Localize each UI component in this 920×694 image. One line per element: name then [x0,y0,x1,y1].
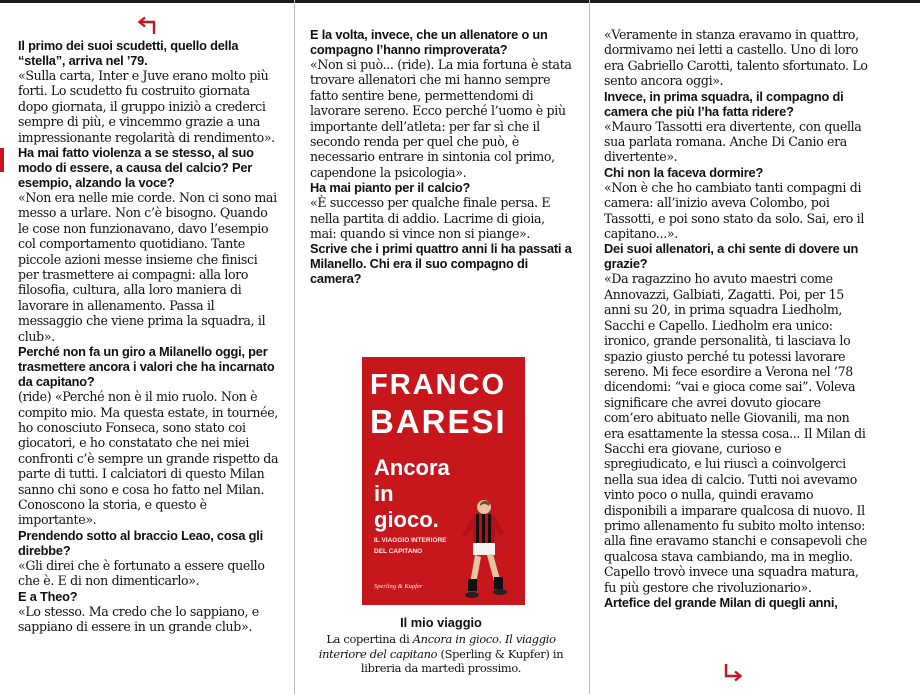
article-column-3 [604,27,870,610]
question: Dei suoi allenatori, a chi sente di dovere un grazie? [604,241,859,272]
answer: (ride) «Perché non è il mio ruolo. Non è compito mio. Ma questa estate, in tournée, ho conosciuto Fonseca, sono stato coi giocatori, e ho constatato che nei miei confronti c’è sempre un grande rispetto da parte di tutti. I calciatori di questo Milan sanno chi sono e cosa ho fatto nel Milan. Conoscono la storia, e questo è importante». [18,389,279,528]
caption-heading: Il mio viaggio [400,615,482,630]
answer: «Veramente in stanza eravamo in quattro, dormivamo nei letti a castello. Uno di loro era Gabriello Carotti, talento sfortunato. Lo sento ancora oggi». [604,27,868,89]
question: E la volta, invece, che un allenatore o un compagno l’hanno rimproverata? [310,27,548,57]
cover-author-last: BARESI [370,403,507,440]
question: Il primo dei suoi scudetti, quello della “stella”, arriva nel ’79. [18,38,239,68]
continue-arrow-up-icon [136,16,158,36]
answer: «È successo per qualche finale persa. E nella partita di addio. Lacrime di gioia, mai: quando si vince non si piange». [310,195,551,242]
column-divider-1 [294,0,295,694]
article-column-2 [310,27,572,286]
answer: «Non era nelle mie corde. Non ci sono mai messo a urlare. Non c’è bisogno. Quando le cose non funzionavano, davo l’esempio col comportamento quotidiano. Tante piccole azioni messe insieme che finisci per trasmettere ai compagni: alla loro filosofia, cultura, alla loro maniera di lavorare in allenamento. Passa il messaggio che viene prima la squadra, il club». [18,190,277,344]
book-cover [362,357,525,605]
answer: «Gli direi che è fortunato a essere quello che è. E di non dimenticarlo». [18,557,265,589]
caption-book-title: Ancora in gioco. Il viaggio interiore del capitano [318,632,556,661]
caption-text [312,632,570,676]
question: Chi non la faceva dormire? [604,164,764,180]
column-divider-2 [589,0,590,694]
question: Artefice del grande Milan di quegli anni, [604,595,838,610]
question: Ha mai fatto violenza a se stesso, al suo modo di essere, a causa del calcio? Per esempio, alzando la voce? [18,145,254,191]
cover-publisher: Sperling & Kupfer [374,583,423,590]
footballer-figure-icon [450,497,514,603]
question: Ha mai pianto per il calcio? [310,180,471,196]
question: Invece, in prima squadra, il compagno di camera che più l’ha fatta ridere? [604,88,844,119]
cover-subtitle: IL VIAGGIO INTERIORE DEL CAPITANO [374,537,447,555]
article-column-1 [18,38,280,634]
question: Perché non fa un giro a Milanello oggi, per trasmettere ancora i valori che ha incarnato da capitano? [18,344,275,390]
cover-author-first: FRANCO [370,369,507,401]
top-rule [0,0,920,3]
continue-arrow-down-icon [722,662,746,682]
answer: «Lo stesso. Ma credo che lo sappiano, e sappiano di essere in un grande club». [18,603,259,634]
caption-text-lead: La copertina di [326,632,413,646]
question: Prendendo sotto al braccio Leao, cosa gli direbbe? [18,527,263,558]
question: Scrive che i primi quattro anni li ha passati a Milanello. Chi era il suo compagno di camera? [310,241,572,287]
answer: «Sulla carta, Inter e Juve erano molto più forti. Lo scudetto fu costruito giornata dopo giornata, il gruppo iniziò a crederci sempre di più, e vincemmo grazie a una impressionante regolarità di rendimento». [18,68,275,145]
caption-text-tail: (Sperling & Kupfer) in libreria da martedì prossimo. [360,646,564,676]
answer: «Non si può... (ride). La mia fortuna è stata trovare allenatori che mi hanno sempre fatto sentire bene, permettendomi di lavorare sereno. Ecco perché l’uomo è più importante dell’atleta: per far sì che il secondo renda per quel che può, è necessario entrare in sintonia col primo, capendone la psicologia». [310,57,572,180]
question: E a Theo? [18,588,78,604]
page-edge-marker [0,148,4,172]
answer: «Da ragazzino ho avuto maestri come Annovazzi, Galbiati, Zagatti. Poi, per 15 anni su 20, in prima squadra Liedholm, Sacchi e Capello. Liedholm era unico: ironico, grande personalità, ti lasciava lo spazio giusto perché tu potessi lavorare sereno. Mi fece esordire a Verona nel ’78 dicendomi: “vai e gioca come sai”. Voleva significare che avrei dovuto giocare com’ero abituato nelle Giovanili, ma non era esattamente la stessa cosa... Il Milan di Sacchi era giovane, curioso e spregiudicato, e lui riuscì a coinvolgerci nella sua idea di calcio. Tutti noi avevamo vinto poco o nulla, quindi eravamo disponibili a imparare qualcosa di nuovo. Il primo allenamento fu subito molto intenso: alla fine eravamo stanchi e consapevoli che qualcosa stava cambiando, ma in meglio. Capello trovò invece una squadra matura, fu più gestore che rivoluzionario». [604,271,867,595]
cover-title: Ancora in gioco. [374,455,450,532]
answer: «Mauro Tassotti era divertente, con quella sua parlata romana. Anche Di Canio era divertente». [604,118,862,165]
answer: «Non è che ho cambiato tanti compagni di camera: all’inizio aveva Colombo, poi Tassotti, e poi sono stato da solo. Sai, ero il capitano...». [604,179,864,242]
